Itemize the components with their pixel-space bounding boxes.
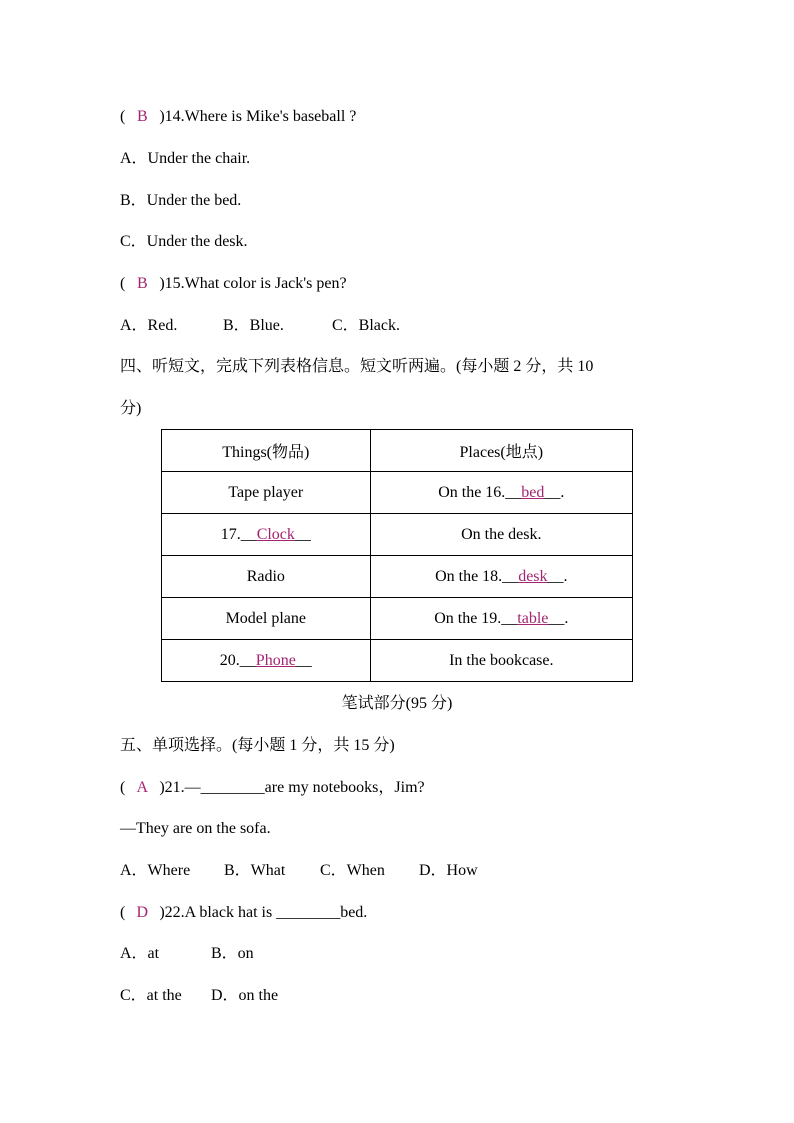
blank-prefix: 20.__	[219, 651, 256, 669]
q22-option-b: B．on	[211, 945, 254, 962]
q14-answer: B	[136, 108, 148, 125]
table-cell-place	[370, 556, 632, 598]
table-cell-thing	[162, 640, 371, 682]
q21-text: )21.—________are my notebooks，Jim?	[159, 779, 425, 796]
q15-option-b: B．Blue.	[223, 317, 284, 334]
blank-suffix: __.	[548, 609, 569, 627]
answer-20: Phone	[255, 651, 296, 669]
answer-16: bed	[521, 483, 545, 501]
question-14	[120, 107, 356, 127]
q14-option-c: C．Under the desk.	[120, 233, 248, 250]
table-cell-place	[370, 472, 632, 514]
q21-options	[120, 861, 478, 881]
q22-option-c: C．at the	[120, 987, 182, 1004]
q14-text: )14.Where is Mike's baseball ?	[159, 108, 357, 125]
table-cell-place	[370, 598, 632, 640]
table-row	[162, 514, 633, 556]
blank-prefix: On the 16.__	[438, 483, 522, 501]
info-table	[161, 429, 633, 682]
table-cell-thing: Radio	[162, 556, 371, 598]
q14-paren: (	[120, 108, 126, 125]
table-cell-thing	[162, 514, 371, 556]
answer-17: Clock	[256, 525, 295, 543]
q21-option-d: D．How	[419, 862, 478, 879]
written-part-title: 笔试部分(95 分)	[341, 695, 453, 712]
question-22	[120, 903, 367, 923]
section-4-instruction: 四、听短文，完成下列表格信息。短文听两遍。(每小题 2 分，共 10	[120, 358, 594, 375]
q15-answer: B	[136, 275, 148, 292]
table-row	[162, 598, 633, 640]
table-cell-thing: Tape player	[162, 472, 371, 514]
q21-option-b: B．What	[224, 862, 286, 879]
q22-paren: (	[120, 904, 126, 921]
q21-answer: A	[136, 779, 149, 796]
table-cell-thing: Model plane	[162, 598, 371, 640]
q15-option-a: A．Red.	[120, 317, 178, 334]
q21-paren: (	[120, 779, 126, 796]
table-header-row	[162, 430, 633, 472]
section-4-instruction-cont: 分)	[120, 400, 142, 417]
q15-text: )15.What color is Jack's pen?	[159, 275, 347, 292]
table-row	[162, 556, 633, 598]
table-row	[162, 472, 633, 514]
q21-reply: —They are on the sofa.	[120, 820, 271, 837]
table-row	[162, 640, 633, 682]
blank-prefix: On the 18.__	[435, 567, 519, 585]
q15-options	[120, 316, 400, 336]
table-header-places: Places(地点)	[370, 430, 632, 472]
table-cell-place: In the bookcase.	[370, 640, 632, 682]
table-cell-place: On the desk.	[370, 514, 632, 556]
q22-option-a: A．at	[120, 945, 160, 962]
question-15	[120, 274, 347, 294]
section-5-instruction: 五、单项选择。(每小题 1 分，共 15 分)	[120, 737, 395, 754]
blank-prefix: On the 19.__	[434, 609, 518, 627]
blank-suffix: __.	[544, 483, 565, 501]
answer-18: desk	[518, 567, 548, 585]
q14-option-b: B．Under the bed.	[120, 192, 242, 209]
table-header-things: Things(物品)	[162, 430, 371, 472]
q15-paren: (	[120, 275, 126, 292]
q22-options-row2	[120, 986, 278, 1006]
q22-option-d: D．on the	[211, 987, 279, 1004]
q21-option-a: A．Where	[120, 862, 191, 879]
blank-prefix: 17.__	[220, 525, 257, 543]
blank-suffix: __	[295, 651, 312, 669]
q15-option-c: C．Black.	[332, 317, 400, 334]
answer-19: table	[517, 609, 549, 627]
q21-option-c: C．When	[320, 862, 385, 879]
question-21	[120, 778, 425, 798]
blank-suffix: __	[294, 525, 311, 543]
q22-text: )22.A black hat is ________bed.	[159, 904, 368, 921]
blank-suffix: __.	[547, 567, 568, 585]
q22-options-row1	[120, 944, 254, 964]
q14-option-a: A．Under the chair.	[120, 150, 251, 167]
q22-answer: D	[136, 904, 149, 921]
